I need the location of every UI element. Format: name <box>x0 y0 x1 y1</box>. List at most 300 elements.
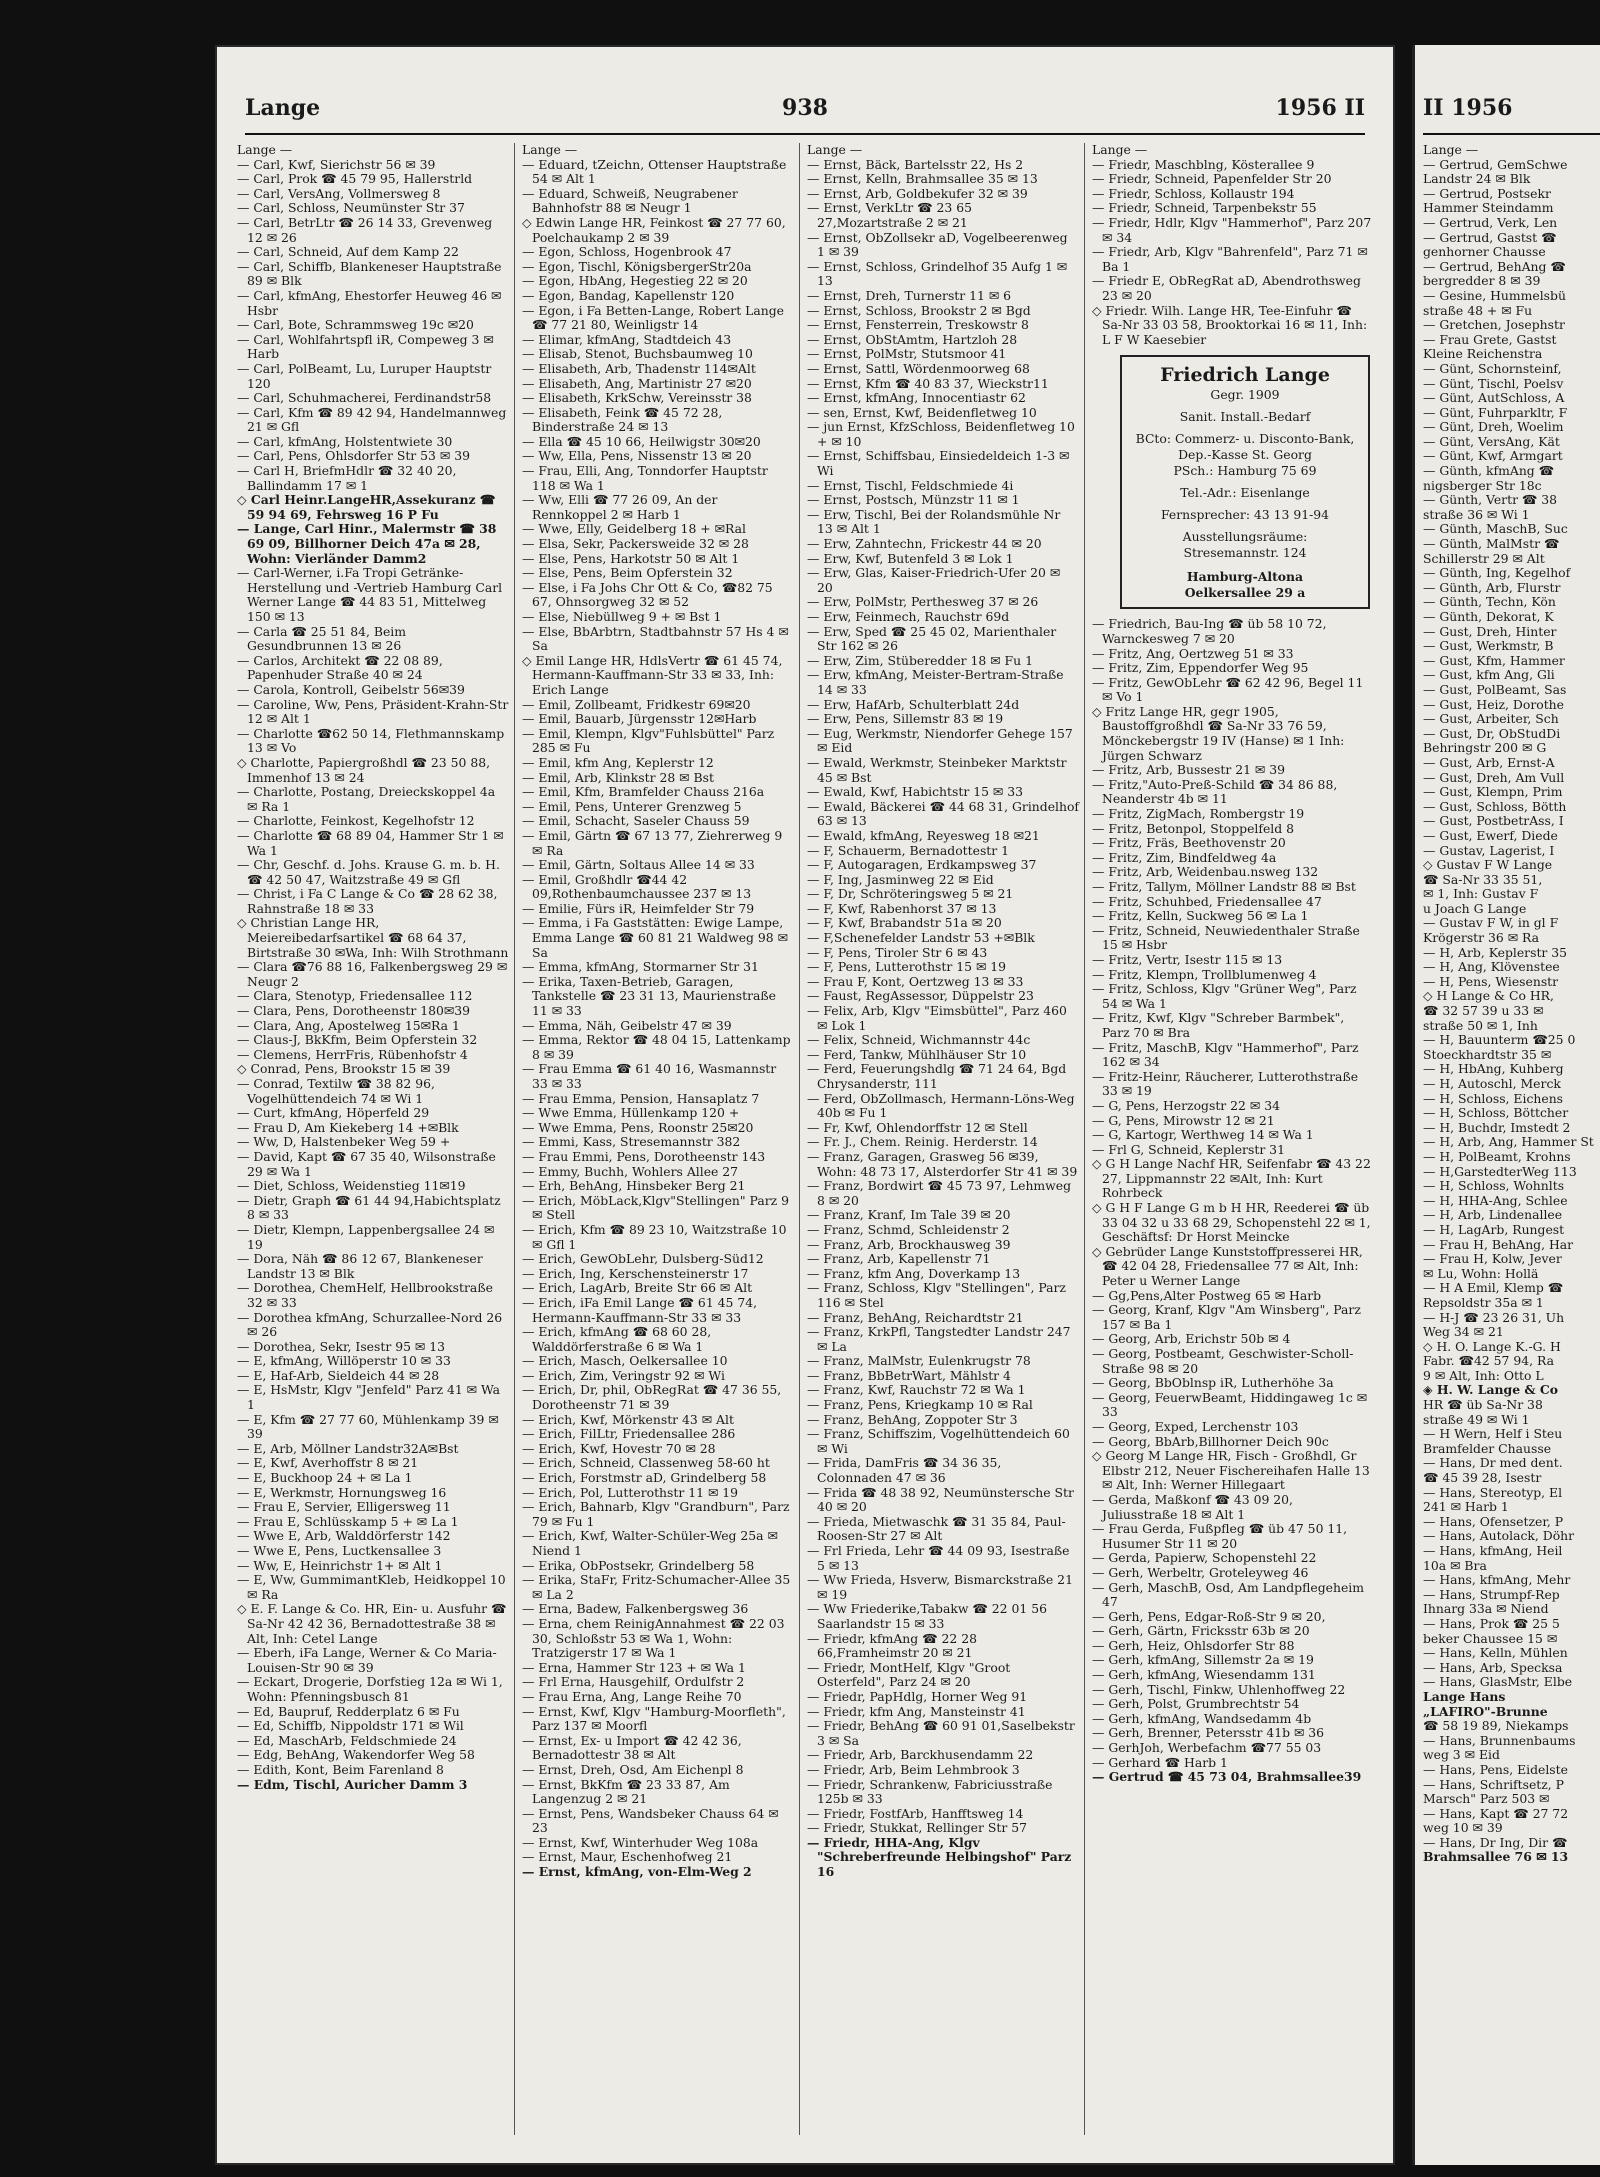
directory-entry: — Fritz,"Auto-Preß-Schild ☎ 34 86 88, Neanderstr 4b ✉ 11 <box>1092 776 1338 807</box>
directory-entry: — Gerh, Tischl, Finkw, Uhlenhoffweg 22 <box>1092 1681 1346 1697</box>
adjacent-entry: Brahmsallee 76 ✉ 13 <box>1423 1849 1569 1865</box>
directory-entry: — Ww, E, Heinrichstr 1+ ✉ Alt 1 <box>237 1557 443 1573</box>
directory-entry: — Emil, Großhdlr ☎44 42 09,Rothenbaumchaussee 237 ✉ 13 <box>522 871 752 902</box>
directory-entry: — Emil, Gärtn ☎ 67 13 77, Ziehrerweg 9 ✉ Ra <box>522 827 783 858</box>
directory-entry: — Franz, KrkPfl, Tangstedter Landstr 247 ✉ La <box>807 1324 1071 1354</box>
directory-entry: — Friedr, Arb, Beim Lehmbrook 3 <box>807 1761 1020 1777</box>
directory-entry: — Ferd, Feuerungshdlg ☎ 71 24 64, Bgd Chrysanderstr, 111 <box>807 1061 1067 1091</box>
directory-entry: ◇ Friedr. Wilh. Lange HR, Tee-Einfuhr ☎ Sa-Nr 33 03 58, Brooktorkai 16 ✉ 11, Inh: L F W Kaesebier <box>1092 302 1368 347</box>
directory-entry: — Emma, Näh, Geibelstr 47 ✉ 39 <box>522 1017 732 1033</box>
directory-entry: — Fritz, ZigMach, Rombergstr 19 <box>1092 806 1305 822</box>
adjacent-entry: weg 10 ✉ 39 <box>1423 1820 1503 1836</box>
adjacent-entry: — Hans, Kelln, Mühlen <box>1423 1645 1568 1661</box>
directory-entry: — E, Kwf, Averhoffstr 8 ✉ 21 <box>237 1455 419 1471</box>
directory-entry: — Conrad, Textilw ☎ 38 82 96, Vogelhüttendeich 74 ✉ Wi 1 <box>237 1076 435 1106</box>
directory-entry: — Emma, i Fa Gaststätten: Ewige Lampe, Emma Lange ☎ 60 81 21 Waldweg 98 ✉ Sa <box>522 915 788 960</box>
column-divider <box>514 143 515 2135</box>
directory-entry: — Carl, Kwf, Sierichstr 56 ✉ 39 <box>237 156 436 172</box>
adjacent-entry: — Gesine, Hummelsbü <box>1423 287 1566 303</box>
adjacent-entry: Fabr. ☎42 57 94, Ra <box>1423 1353 1555 1369</box>
directory-entry: Lange — <box>237 142 293 157</box>
directory-entry: — Franz, Arb, Brockhausweg 39 <box>807 1236 1011 1252</box>
adjacent-entry: — Hans, Strumpf-Rep <box>1423 1586 1560 1602</box>
directory-entry: — Gerh, kfmAng, Wiesendamm 131 <box>1092 1667 1316 1683</box>
directory-entry: — Dietr, Graph ☎ 61 44 94,Habichtsplatz 8 ✉ 33 <box>237 1192 501 1223</box>
directory-entry: — Ed, Baupruf, Redderplatz 6 ✉ Fu <box>237 1703 460 1719</box>
directory-entry: — Elisabeth, Arb, Thadenstr 114✉Alt <box>522 360 756 376</box>
directory-entry: — F, Dr, Schröteringsweg 5 ✉ 21 <box>807 886 1014 902</box>
directory-entry: — Clara, Stenotyp, Friedensallee 112 <box>237 988 473 1004</box>
directory-entry: — Ernst, Sattl, Wördenmoorweg 68 <box>807 360 1030 376</box>
adjacent-entry: — Günth, kfmAng ☎ <box>1423 463 1555 479</box>
directory-entry: — Ewald, kfmAng, Reyesweg 18 ✉21 <box>807 827 1040 843</box>
column-1 <box>237 143 509 1792</box>
adjacent-entry: — Günt, AutSchloss, A <box>1423 390 1565 406</box>
directory-entry: — Fritz, Ang, Oertzweg 51 ✉ 33 <box>1092 645 1294 661</box>
directory-entry: — Ernst, Schiffsbau, Einsiedeldeich 1-3 ✉ Wi <box>807 448 1070 479</box>
directory-entry: — Fritz, Schuhbed, Friedensallee 47 <box>1092 893 1322 909</box>
directory-entry: — Diet, Schloss, Weidenstieg 11✉19 <box>237 1178 466 1194</box>
adjacent-entry: — Frau H, Kolw, Jever <box>1423 1251 1562 1267</box>
adjacent-entry: — Günt, Fuhrparkltr, F <box>1423 404 1568 420</box>
directory-entry: — Friedr, MontHelf, Klgv "Groot Osterfeld", Parz 24 ✉ 20 <box>807 1659 1011 1690</box>
page-number: 938 <box>782 95 828 121</box>
ad-bank: BCto: Commerz- u. Disconto-Bank, Dep.-Kasse St. Georg <box>1135 431 1355 463</box>
directory-entry: — Egon, Schloss, Hogenbrook 47 <box>522 244 732 260</box>
directory-entry: ◇ Emil Lange HR, HdlsVertr ☎ 61 45 74, Hermann-Kauffmann-Str 33 ✉ 33, Inh: Erich Lange <box>522 652 783 697</box>
adjacent-entry: ✉ 1, Inh: Gustav F <box>1423 886 1539 902</box>
adjacent-entry: — Gust, Werkmstr, B <box>1423 638 1554 654</box>
directory-entry: — Ella ☎ 45 10 66, Heilwigstr 30✉20 <box>522 433 761 449</box>
directory-entry: — Franz, Arb, Kapellenstr 71 <box>807 1251 991 1267</box>
directory-entry: — Ernst, Bäck, Bartelsstr 22, Hs 2 <box>807 156 1024 172</box>
directory-entry: ◇ Edwin Lange HR, Feinkost ☎ 27 77 60, Poelchaukamp 2 ✉ 39 <box>522 214 786 245</box>
directory-entry: — Charlotte, Feinkost, Kegelhofstr 12 <box>237 813 475 829</box>
ad-postal: PSch.: Hamburg 75 69 <box>1173 463 1317 479</box>
adjacent-entry: — Gust, Heiz, Dorothe <box>1423 696 1564 712</box>
directory-entry: — Erw, HafArb, Schulterblatt 24d <box>807 696 1020 712</box>
directory-entry: — Frau E, Servier, Elligersweg 11 <box>237 1499 451 1515</box>
directory-entry: — G, Pens, Herzogstr 22 ✉ 34 <box>1092 1097 1280 1113</box>
adjacent-entry: — Gust, Arbeiter, Sch <box>1423 711 1559 727</box>
directory-entry: — Fritz, Betonpol, Stoppelfeld 8 <box>1092 820 1295 836</box>
adjacent-entry: — H, LagArb, Rungest <box>1423 1221 1565 1237</box>
directory-entry: — Franz, Schiffszim, Vogelhüttendeich 60 ✉ Wi <box>807 1426 1070 1456</box>
directory-entry: Lange — <box>1092 142 1148 157</box>
directory-entry: — Gerh, Polst, Grumbrechtstr 54 <box>1092 1696 1300 1712</box>
directory-entry: — Franz, Garagen, Grasweg 56 ✉39, Wohn: 48 73 17, Alsterdorfer Str 41 ✉ 39 <box>807 1148 1078 1179</box>
directory-entry: — Gerda, Papierw, Schopenstehl 22 <box>1092 1550 1317 1566</box>
directory-entry: — Ferd, ObZollmasch, Hermann-Löns-Weg 40b ✉ Fu 1 <box>807 1090 1075 1121</box>
adjacent-entry: — Gretchen, Josephstr <box>1423 317 1565 333</box>
adjacent-entry: — Günth, Techn, Kön <box>1423 594 1556 610</box>
directory-entry: — Franz, Pens, Kriegkamp 10 ✉ Ral <box>807 1397 1033 1413</box>
directory-entry: — Ewald, Werkmstr, Steinbeker Marktstr 45 ✉ Bst <box>807 754 1067 785</box>
directory-entry: — Frau, Elli, Ang, Tonndorfer Hauptstr 118 ✉ Wa 1 <box>522 463 768 493</box>
directory-entry: — Ernst, Kelln, Brahmsallee 35 ✉ 13 <box>807 171 1038 187</box>
directory-entry: ◇ G H F Lange G m b H HR, Reederei ☎ üb 33 04 32 u 33 68 29, Schopenstehl 22 ✉ 1, Geschäftsf: Dr Horst Meincke <box>1092 1200 1371 1245</box>
adjacent-entry: Hammer Steindamm <box>1423 200 1554 216</box>
directory-entry: — Erich, LagArb, Breite Str 66 ✉ Alt <box>522 1280 753 1296</box>
directory-entry: — Franz, Kranf, Im Tale 39 ✉ 20 <box>807 1207 1011 1223</box>
adjacent-entry: 9 ✉ Alt, Inh: Otto L <box>1423 1367 1544 1383</box>
directory-entry: — Else, Pens, Harkotstr 50 ✉ Alt 1 <box>522 550 740 566</box>
adjacent-entry: — H-J ☎ 23 26 31, Uh <box>1423 1309 1565 1325</box>
directory-entry: — Friedr, Hdlr, Klgv "Hammerhof", Parz 207 ✉ 34 <box>1092 214 1372 245</box>
adjacent-entry: — Gust, PostbetrAss, I <box>1423 813 1564 829</box>
directory-entry: — Wwe E, Arb, Walddörferstr 142 <box>237 1528 451 1544</box>
directory-entry: — Emil, Schacht, Saseler Chauss 59 <box>522 813 750 829</box>
adjacent-entry: straße 48 + ✉ Fu <box>1423 302 1533 318</box>
directory-entry: ◇ E. F. Lange & Co. HR, Ein- u. Ausfuhr ☎ Sa-Nr 42 42 36, Bernadottestraße 38 ✉ Alt, Inh: Cetel Lange <box>237 1601 507 1646</box>
directory-entry: — Carl, Schloss, Neumünster Str 37 <box>237 200 465 216</box>
directory-entry: — Carl H, BriefmHdlr ☎ 32 40 20, Ballindamm 17 ✉ 1 <box>237 463 457 493</box>
directory-entry: — Friedr, HHA-Ang, Klgv "Schreberfreunde Helbingshof" Parz 16 <box>807 1834 1072 1880</box>
directory-entry: — Franz, Bordwirt ☎ 45 73 97, Lehmweg 8 ✉ 20 <box>807 1178 1072 1208</box>
directory-entry: — F, Schauerm, Bernadottestr 1 <box>807 842 1010 858</box>
adjacent-entry: — H,GarstedterWeg 113 <box>1423 1163 1577 1179</box>
directory-entry: — Frl Erna, Hausgehilf, Ordulfstr 2 <box>522 1674 745 1690</box>
directory-entry: — Erw, Feinmech, Rauchstr 69d <box>807 609 1010 624</box>
header-surname: Lange <box>245 95 321 121</box>
directory-entry: — Erich, GewObLehr, Dulsberg-Süd12 <box>522 1251 764 1267</box>
directory-entry: ◇ Conrad, Pens, Brookstr 15 ✉ 39 <box>237 1061 451 1077</box>
column-divider <box>1084 143 1085 2135</box>
directory-entry: — Ernst, Maur, Eschenhofweg 21 <box>522 1849 733 1865</box>
directory-entry: — Ferd, Tankw, Mühlhäuser Str 10 <box>807 1046 1027 1062</box>
adjacent-entry: ☎ 58 19 89, Niekamps <box>1423 1718 1569 1734</box>
adjacent-entry: 10a ✉ Bra <box>1423 1557 1487 1573</box>
column-3 <box>807 143 1079 1880</box>
directory-entry: — Erw, PolMstr, Perthesweg 37 ✉ 26 <box>807 594 1039 610</box>
directory-entry: — Carl, VersAng, Vollmersweg 8 <box>237 185 441 201</box>
adjacent-entry: — Hans, kfmAng, Heil <box>1423 1543 1563 1558</box>
directory-entry: — Franz, Schloss, Klgv "Stellingen", Parz 116 ✉ Stel <box>807 1280 1066 1310</box>
directory-entry: — Fritz, Klempn, Trollblumenweg 4 <box>1092 966 1317 982</box>
adjacent-entry: — H, Arb, Ang, Hammer St <box>1423 1134 1594 1150</box>
directory-entry: — Fritz, Arb, Bussestr 21 ✉ 39 <box>1092 762 1286 778</box>
directory-entry: — Ww, Elli ☎ 77 26 09, An der Rennkoppel 2 ✉ Harb 1 <box>522 492 718 522</box>
adjacent-entry: — Frau Grete, Gastst <box>1423 331 1557 347</box>
directory-entry: — Frau Erna, Ang, Lange Reihe 70 <box>522 1688 742 1704</box>
directory-entry: ◇ Gebrüder Lange Kunststoffpresserei HR, ☎ 42 04 28, Friedensallee 77 ✉ Alt, Inh: Peter u Werner Lange <box>1092 1243 1363 1289</box>
directory-entry: — Eug, Werkmstr, Niendorfer Gehege 157 ✉ Eid <box>807 725 1073 756</box>
directory-entry: — Wwe Emma, Hüllenkamp 120 + <box>522 1105 740 1121</box>
directory-entry: — Emma, kfmAng, Stormarner Str 31 <box>522 959 759 975</box>
ad-city: Hamburg-Altona <box>1186 569 1304 585</box>
directory-entry: — Ernst, ObZollsekr aD, Vogelbeerenweg 1 ✉ 39 <box>807 229 1068 260</box>
directory-entry: — Fritz, Tallym, Möllner Landstr 88 ✉ Bst <box>1092 879 1356 894</box>
directory-entry: — Franz, Kwf, Rauchstr 72 ✉ Wa 1 <box>807 1382 1026 1398</box>
directory-entry: — Emmi, Kass, Stresemannstr 382 <box>522 1134 741 1150</box>
directory-entry: — Georg, Kranf, Klgv "Am Winsberg", Parz 157 ✉ Ba 1 <box>1092 1302 1361 1332</box>
directory-entry: — Erika, Taxen-Betrieb, Garagen, Tankstelle ☎ 23 31 13, Maurienstraße 11 ✉ 33 <box>522 973 776 1019</box>
directory-entry: — Emil, Gärtn, Soltaus Allee 14 ✉ 33 <box>522 857 755 873</box>
adjacent-page-header: II 1956 <box>1423 95 1513 121</box>
directory-entry: — Ernst, Kwf, Winterhuder Weg 108a <box>522 1834 759 1850</box>
directory-entry: — Friedr, FostfArb, Hanfftsweg 14 <box>807 1805 1024 1821</box>
directory-entry: — Frida ☎ 48 38 92, Neumünstersche Str 40 ✉ 20 <box>807 1484 1074 1515</box>
directory-entry: — Else, BbArbtrn, Stadtbahnstr 57 Hs 4 ✉ Sa <box>522 623 789 654</box>
directory-entry: — Fritz, Schloss, Klgv "Grüner Weg", Parz 54 ✉ Wa 1 <box>1092 981 1357 1011</box>
directory-entry: — Fritz, Zim, Bindfeldweg 4a <box>1092 849 1277 865</box>
adjacent-entry: ◇ H. O. Lange K.-G. H <box>1423 1338 1561 1354</box>
directory-entry: — Friedrich, Bau-Ing ☎ üb 58 10 72, Warnckesweg 7 ✉ 20 <box>1092 616 1327 646</box>
directory-entry: — Clemens, HerrFris, Rübenhofstr 4 <box>237 1046 468 1062</box>
directory-entry: — Friedr, BehAng ☎ 60 91 01,Saselbekstr 3 ✉ Sa <box>807 1718 1075 1748</box>
directory-entry: — Frieda, Mietwaschk ☎ 31 35 84, Paul-Roosen-Str 27 ✉ Alt <box>807 1513 1066 1544</box>
directory-entry: — Eduard, tZeichn, Ottenser Hauptstraße 54 ✉ Alt 1 <box>522 156 787 187</box>
directory-entry: — Carl, Pens, Ohlsdorfer Str 53 ✉ 39 <box>237 448 470 464</box>
directory-entry: — Ernst, PolMstr, Stutsmoor 41 <box>807 346 1007 362</box>
directory-entry: — Else, i Fa Johs Chr Ott & Co, ☎82 75 67, Ohnsorgweg 32 ✉ 52 <box>522 579 773 610</box>
directory-entry: — E, HsMstr, Klgv "Jenfeld" Parz 41 ✉ Wa 1 <box>237 1382 501 1413</box>
directory-entry: — Carola, Kontroll, Geibelstr 56✉39 <box>237 681 465 697</box>
directory-entry: — E, Werkmstr, Hornungsweg 16 <box>237 1484 447 1500</box>
directory-entry: — jun Ernst, KfzSchloss, Beidenfletweg 10 + ✉ 10 <box>807 419 1075 449</box>
directory-entry: — Claus-J, BkKfm, Beim Opferstein 32 <box>237 1032 478 1048</box>
adjacent-entry: — Hans, Pens, Eidelste <box>1423 1761 1568 1777</box>
directory-entry: — Friedr, kfm Ang, Mansteinstr 41 <box>807 1703 1026 1719</box>
directory-entry: — Erich, kfmAng ☎ 68 60 28, Walddörferstraße 6 ✉ Wa 1 <box>522 1324 712 1354</box>
adjacent-entry: ☎ 45 39 28, Isestr <box>1423 1470 1542 1486</box>
directory-entry: — Faust, RegAssessor, Düppelstr 23 <box>807 988 1034 1004</box>
directory-entry: — Chr, Geschf. d. Johs. Krause G. m. b. H. ☎ 42 50 47, Waitzstraße 49 ✉ Gfl <box>237 857 500 887</box>
directory-entry: — Egon, Tischl, KönigsbergerStr20a <box>522 258 752 274</box>
directory-entry: — Dorothea, Sekr, Isestr 95 ✉ 13 <box>237 1338 446 1354</box>
directory-entry: — Franz, BbBetrWart, Mählstr 4 <box>807 1367 1011 1383</box>
directory-entry: — Charlotte ☎ 68 89 04, Hammer Str 1 ✉ Wa 1 <box>237 827 504 858</box>
directory-entry: — Frl Frieda, Lehr ☎ 44 09 93, Isestraße 5 ✉ 13 <box>807 1543 1070 1573</box>
directory-entry: — Else, Pens, Beim Opferstein 32 <box>522 565 733 581</box>
ad-address: Oelkersallee 29 a <box>1184 585 1306 601</box>
adjacent-entry: — Gust, Klempn, Prim <box>1423 784 1563 800</box>
directory-entry: — Emilie, Fürs iR, Heimfelder Str 79 <box>522 900 755 916</box>
directory-entry: — Friedr, PapHdlg, Horner Weg 91 <box>807 1688 1028 1704</box>
directory-entry: — Ernst, Schloss, Grindelhof 35 Aufg 1 ✉ 13 <box>807 258 1068 289</box>
adjacent-entry: — H, Autoschl, Merck <box>1423 1076 1561 1091</box>
directory-entry: — GerhJoh, Werbefachm ☎77 55 03 <box>1092 1740 1322 1756</box>
directory-entry: — Caroline, Ww, Pens, Präsident-Krahn-Str 12 ✉ Alt 1 <box>237 696 509 727</box>
adjacent-entry: — Gust, Schloss, Bötth <box>1423 798 1567 814</box>
directory-entry: — Fritz, Arb, Weidenbau.nsweg 132 <box>1092 864 1319 880</box>
directory-entry: — Georg, BbOblnsp iR, Lutherhöhe 3a <box>1092 1375 1334 1391</box>
adjacent-entry: — Günt, Schornsteinf, <box>1423 360 1562 376</box>
adjacent-entry: HR ☎ üb Sa-Nr 38 <box>1423 1397 1543 1413</box>
directory-entry: — Georg, FeuerwBeamt, Hiddingaweg 1c ✉ 33 <box>1092 1389 1368 1420</box>
directory-entry: — Fritz, Kelln, Suckweg 56 ✉ La 1 <box>1092 908 1309 924</box>
directory-entry: Lange — <box>807 142 863 157</box>
directory-entry: — Frau E, Schlüsskamp 5 + ✉ La 1 <box>237 1513 459 1529</box>
adjacent-entry: Landstr 24 ✉ Blk <box>1423 171 1531 187</box>
adjacent-entry: ◇ H Lange & Co HR, <box>1423 988 1554 1004</box>
directory-entry: — Fritz, Fräs, Beethovenstr 20 <box>1092 835 1286 851</box>
adjacent-entry: — Hans, Prok ☎ 25 5 <box>1423 1615 1560 1631</box>
directory-entry: — Ernst, Kfm ☎ 40 83 37, Wieckstr11 <box>807 375 1049 391</box>
adjacent-entry: Behringstr 200 ✉ G <box>1423 740 1547 756</box>
directory-entry: — Ernst, Kwf, Klgv "Hamburg-Moorfleth", Parz 137 ✉ Moorfl <box>522 1703 786 1734</box>
directory-entry: — Ww, D, Halstenbeker Weg 59 + <box>237 1134 451 1150</box>
directory-entry: — Friedr, Stukkat, Rellinger Str 57 <box>807 1820 1027 1836</box>
adjacent-entry: — Hans, Kapt ☎ 27 72 <box>1423 1805 1569 1821</box>
directory-entry: — Ernst, kfmAng, von-Elm-Weg 2 <box>522 1864 752 1880</box>
adjacent-entry: u Joach G Lange <box>1423 900 1527 916</box>
directory-entry: — F,Schenefelder Landstr 53 +✉Blk <box>807 930 1035 946</box>
directory-entry: — Edg, BehAng, Wakendorfer Weg 58 <box>237 1747 475 1763</box>
directory-entry: — F, Autogaragen, Erdkampsweg 37 <box>807 857 1037 873</box>
directory-entry: — Carl, BetrLtr ☎ 26 14 33, Grevenweg 12 ✉ 26 <box>237 214 493 245</box>
directory-entry: — E, Buckhoop 24 + ✉ La 1 <box>237 1470 413 1486</box>
adjacent-entry: — Hans, Dr Ing, Dir ☎ <box>1423 1834 1568 1850</box>
directory-entry: — Clara, Ang, Apostelweg 15✉Ra 1 <box>237 1017 460 1033</box>
advertisement-box <box>1120 355 1370 609</box>
directory-entry: ◇ G H Lange Nachf HR, Seifenfabr ☎ 43 22 27, Lippmannstr 22 ✉Alt, Inh: Kurt Rohrbeck <box>1092 1156 1371 1201</box>
directory-entry: — Egon, HbAng, Hegestieg 22 ✉ 20 <box>522 273 748 289</box>
directory-entry: — Wwe Emma, Pens, Roonstr 25✉20 <box>522 1119 754 1135</box>
directory-entry: — F, Kwf, Rabenhorst 37 ✉ 13 <box>807 900 997 916</box>
adjacent-entry: ☎ Sa-Nr 33 35 51, <box>1423 871 1543 887</box>
directory-entry: — Erich, FilLtr, Friedensallee 286 <box>522 1426 736 1442</box>
directory-entry: — Carl, Prok ☎ 45 79 95, Hallerstrld <box>237 171 473 187</box>
adjacent-entry: — Günth, MaschB, Suc <box>1423 521 1568 537</box>
directory-entry: — Georg, BbArb,Billhorner Deich 90c <box>1092 1433 1329 1449</box>
directory-entry: — Carl, Schiffb, Blankeneser Hauptstraße 89 ✉ Blk <box>237 258 502 289</box>
directory-entry: — Friedr, Schneid, Tarpenbekstr 55 <box>1092 200 1317 216</box>
directory-entry: — Emil, Bauarb, Jürgensstr 12✉Harb <box>522 711 757 727</box>
adjacent-entry: — Günth, Arb, Flurstr <box>1423 579 1561 595</box>
directory-entry: — Carl, Schuhmacherei, Ferdinandstr58 <box>237 390 492 406</box>
directory-entry: — Felix, Arb, Klgv "Eimsbüttel", Parz 460 ✉ Lok 1 <box>807 1003 1067 1033</box>
directory-entry: — Egon, Bandag, Kapellenstr 120 <box>522 287 735 303</box>
directory-entry: — Wwe E, Pens, Luctkensallee 3 <box>237 1543 442 1558</box>
adjacent-entry: — Gust, kfm Ang, Gli <box>1423 667 1555 683</box>
adjacent-entry: straße 36 ✉ Wi 1 <box>1423 506 1530 522</box>
ad-founded: Gegr. 1909 <box>1210 387 1280 403</box>
directory-entry: — Elimar, kfmAng, Stadtdeich 43 <box>522 331 732 347</box>
adjacent-entry: weg 3 ✉ Eid <box>1423 1747 1500 1763</box>
directory-entry: — Eberh, iFa Lange, Werner & Co Maria-Louisen-Str 90 ✉ 39 <box>237 1645 497 1675</box>
adjacent-entry: — Hans, Arb, Specksa <box>1423 1659 1563 1675</box>
directory-entry: — Ewald, Bäckerei ☎ 44 68 31, Grindelhof 63 ✉ 13 <box>807 798 1080 829</box>
adjacent-entry: — H, HbAng, Kuhberg <box>1423 1061 1564 1077</box>
adjacent-entry: Stoeckhardtstr 35 ✉ <box>1423 1046 1552 1062</box>
directory-entry: — Edm, Tischl, Auricher Damm 3 <box>237 1776 468 1792</box>
directory-entry: — Friedr, Schneid, Papenfelder Str 20 <box>1092 171 1332 187</box>
directory-entry: — Frau Emma, Pension, Hansaplatz 7 <box>522 1090 760 1106</box>
directory-entry: — Lange, Carl Hinr., Malermstr ☎ 38 69 09, Billhorner Deich 47a ✉ 28, Wohn: Vierländer Damm2 <box>237 521 497 566</box>
adjacent-entry: — H, Arb, Lindenallee <box>1423 1207 1563 1223</box>
directory-entry: — Frau F, Kont, Oertzweg 13 ✉ 33 <box>807 973 1024 989</box>
adjacent-entry: — H Wern, Helf i Steu <box>1423 1426 1563 1442</box>
directory-entry: — Erw, kfmAng, Meister-Bertram-Straße 14 ✉ 33 <box>807 667 1064 697</box>
adjacent-entry: — Hans, Brunnenbaums <box>1423 1732 1576 1748</box>
directory-entry: — E, kfmAng, Willöperstr 10 ✉ 33 <box>237 1353 451 1369</box>
adjacent-entry: ☎ 32 57 39 u 33 ✉ <box>1423 1003 1544 1019</box>
directory-entry: — Erna, chem ReinigAnnahmest ☎ 22 03 30, Schloßstr 53 ✉ Wa 1, Wohn: Tratzigerstr 17 ✉ Wa 1 <box>522 1615 785 1661</box>
directory-entry: — Carl, kfmAng, Ehestorfer Heuweg 46 ✉ Hsbr <box>237 287 502 318</box>
directory-entry: — Carl, Schneid, Auf dem Kamp 22 <box>237 244 459 260</box>
directory-entry: — Ww Frieda, Hsverw, Bismarckstraße 21 ✉ 19 <box>807 1572 1073 1602</box>
directory-entry: — Frau Emma ☎ 61 40 16, Wasmannstr 33 ✉ 33 <box>522 1061 777 1091</box>
directory-entry: Lange — <box>522 142 578 157</box>
directory-entry: ◇ Fritz Lange HR, gegr 1905, Baustoffgroßhdl ☎ Sa-Nr 33 76 59, Mönckebergstr 19 IV (Hanse) ✉ 1 Inh: Jürgen Schwarz <box>1092 703 1345 763</box>
adjacent-entry: Schillerstr 29 ✉ Alt <box>1423 550 1545 566</box>
adjacent-entry: „LAFIRO"-Brunne <box>1423 1703 1548 1719</box>
directory-entry: — Erich, MöbLack,Klgv"Stellingen" Parz 9 ✉ Stell <box>522 1192 789 1223</box>
directory-entry: — Emil, Arb, Klinkstr 28 ✉ Bst <box>522 769 714 785</box>
adjacent-entry: 241 ✉ Harb 1 <box>1423 1499 1509 1515</box>
directory-entry: ◇ Charlotte, Papiergroßhdl ☎ 23 50 88, Immenhof 13 ✉ 24 <box>237 754 491 785</box>
directory-entry: — Gertrud ☎ 45 73 04, Brahmsallee39 <box>1092 1769 1362 1785</box>
directory-entry: — Fritz, Kwf, Klgv "Schreber Barmbek", Parz 70 ✉ Bra <box>1092 1010 1345 1040</box>
directory-entry: — Gerh, MaschB, Osd, Am Landpflegeheim 47 <box>1092 1579 1364 1610</box>
adjacent-entry: genhorner Chausse <box>1423 244 1546 260</box>
directory-entry: — Carl, Kfm ☎ 89 42 94, Handelmannweg 21 ✉ Gfl <box>237 404 507 435</box>
directory-entry: — Erh, BehAng, Hinsbeker Berg 21 <box>522 1178 746 1194</box>
directory-entry: — Friedr, Schloss, Kollaustr 194 <box>1092 185 1295 201</box>
directory-entry: — Fritz, MaschB, Klgv "Hammerhof", Parz 162 ✉ 34 <box>1092 1039 1359 1070</box>
directory-entry: — Gerh, Heiz, Ohlsdorfer Str 88 <box>1092 1637 1295 1653</box>
adjacent-entry: — Gust, Arb, Ernst-A <box>1423 754 1555 770</box>
adjacent-entry: bergredder 8 ✉ 39 <box>1423 273 1541 289</box>
directory-entry: — Erich, Schneid, Classenweg 58-60 ht <box>522 1455 770 1471</box>
directory-entry: — Dora, Näh ☎ 86 12 67, Blankeneser Landstr 13 ✉ Blk <box>237 1251 483 1281</box>
directory-entry: — E, Arb, Möllner Landstr32A✉Bst <box>237 1440 459 1456</box>
directory-entry: — sen, Ernst, Kwf, Beidenfletweg 10 <box>807 404 1037 420</box>
directory-entry: — F, Pens, Lutterothstr 15 ✉ 19 <box>807 959 1007 975</box>
directory-entry: — G, Kartogr, Werthweg 14 ✉ Wa 1 <box>1092 1127 1314 1143</box>
adjacent-entry: — Gertrud, Gastst ☎ <box>1423 229 1557 245</box>
adjacent-entry: ◇ Gustav F W Lange <box>1423 857 1553 873</box>
header-year: 1956 II <box>1275 95 1365 121</box>
adjacent-entry: — Günth, MalMstr ☎ <box>1423 536 1560 552</box>
adjacent-entry: — Günt, Kwf, Armgart <box>1423 448 1563 464</box>
directory-entry: — Erw, Pens, Sillemstr 83 ✉ 19 <box>807 711 1004 727</box>
adjacent-entry: — H, Schloss, Eichens <box>1423 1090 1564 1106</box>
adjacent-entry: — Gertrud, GemSchwe <box>1423 156 1568 172</box>
directory-entry: — Friedr, Arb, Klgv "Bahrenfeld", Parz 71 ✉ Ba 1 <box>1092 244 1368 274</box>
directory-entry: — Erich, iFa Emil Lange ☎ 61 45 74, Hermann-Kauffmann-Str 33 ✉ 33 <box>522 1294 758 1325</box>
directory-entry: — Dietr, Klempn, Lappenbergsallee 24 ✉ 19 <box>237 1221 495 1252</box>
directory-entry: — E, Kfm ☎ 27 77 60, Mühlenkamp 39 ✉ 39 <box>237 1411 499 1442</box>
adjacent-entry: — Gust, PolBeamt, Sas <box>1423 681 1567 697</box>
directory-entry: — F, Ing, Jasminweg 22 ✉ Eid <box>807 871 994 887</box>
directory-entry: — Emma, Rektor ☎ 48 04 15, Lattenkamp 8 ✉ 39 <box>522 1032 791 1062</box>
adjacent-entry: — Gustav, Lagerist, I <box>1423 842 1555 858</box>
directory-entry: — Carl, PolBeamt, Lu, Luruper Hauptstr 120 <box>237 360 492 391</box>
directory-entry: — F, Kwf, Brabandstr 51a ✉ 20 <box>807 915 1002 931</box>
directory-entry: — Elsa, Sekr, Packersweide 32 ✉ 28 <box>522 536 749 552</box>
directory-entry: — Clara ☎76 88 16, Falkenbergsweg 29 ✉ Neugr 2 <box>237 959 508 989</box>
adjacent-entry: straße 49 ✉ Wi 1 <box>1423 1411 1530 1427</box>
directory-entry: — Gerh, kfmAng, Wandsedamm 4b <box>1092 1710 1312 1726</box>
directory-entry: — Erich, Pol, Lutterothstr 11 ✉ 19 <box>522 1484 739 1500</box>
adjacent-entry: ◈ H. W. Lange & Co <box>1423 1382 1559 1398</box>
directory-entry: — David, Kapt ☎ 67 35 40, Wilsonstraße 29 ✉ Wa 1 <box>237 1148 496 1179</box>
ad-showroom: Stresemannstr. 124 <box>1183 545 1307 561</box>
directory-entry: — Frau D, Am Kiekeberg 14 +✉Blk <box>237 1119 459 1135</box>
directory-entry: — Fr. J., Chem. Reinig. Herderstr. 14 <box>807 1134 1038 1150</box>
directory-entry: — Elisabeth, Ang, Martinistr 27 ✉20 <box>522 375 752 391</box>
directory-entry: — Erw, Tischl, Bei der Rolandsmühle Nr 13 ✉ Alt 1 <box>807 506 1061 537</box>
directory-entry: — Friedr, Schrankenw, Fabriciusstraße 125b ✉ 33 <box>807 1776 1053 1807</box>
page-header <box>245 95 1365 135</box>
directory-entry: — Gerh, Gärtn, Fricksstr 63b ✉ 20 <box>1092 1623 1310 1639</box>
directory-entry: — Dorothea kfmAng, Schurzallee-Nord 26 ✉ 26 <box>237 1309 503 1340</box>
adjacent-entry: — Gertrud, Verk, Len <box>1423 214 1558 230</box>
directory-entry: — Franz, Schmd, Schleidenstr 2 <box>807 1221 1010 1237</box>
directory-entry: — Clara, Pens, Dorotheenstr 180✉39 <box>237 1003 471 1019</box>
